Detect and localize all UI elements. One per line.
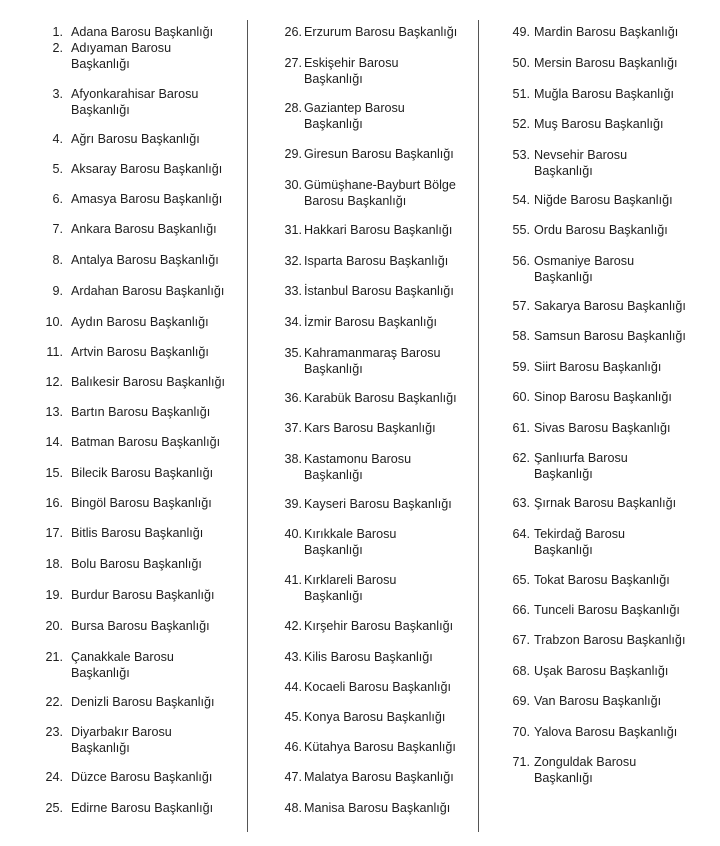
item-number: 56. <box>512 254 530 268</box>
item-text: Gaziantep Barosu <box>304 101 405 115</box>
item-text: Erzurum Barosu Başkanlığı <box>304 25 458 39</box>
item-text: Kırklareli Barosu <box>304 573 397 587</box>
item-text: Şırnak Barosu Başkanlığı <box>534 496 677 510</box>
item-number: 66. <box>512 603 530 617</box>
item-number: 70. <box>512 725 530 739</box>
item-text: Barosu Başkanlığı <box>304 193 407 208</box>
item-number: 58. <box>512 329 530 343</box>
item-number: 9. <box>52 284 63 298</box>
item-text: Trabzon Barosu Başkanlığı <box>534 633 686 647</box>
item-number: 42. <box>284 619 302 633</box>
list-item <box>0 87 198 118</box>
list-item <box>256 527 396 558</box>
list-item <box>486 633 685 649</box>
list-item <box>0 192 222 208</box>
item-text: Muş Barosu Başkanlığı <box>534 117 664 131</box>
list-item <box>0 526 203 542</box>
item-text: Çanakkale Barosu <box>71 650 174 664</box>
item-text: Başkanlığı <box>304 116 363 131</box>
list-item <box>0 650 174 681</box>
item-text: Nevsehir Barosu <box>534 148 628 162</box>
item-number: 15. <box>45 466 63 480</box>
item-text: Başkanlığı <box>71 740 130 755</box>
list-item <box>486 25 678 41</box>
item-text: Kocaeli Barosu Başkanlığı <box>304 680 452 694</box>
item-text: Bitlis Barosu Başkanlığı <box>71 526 204 540</box>
list-item <box>256 573 396 604</box>
list-item <box>256 497 452 513</box>
item-text: Osmaniye Barosu <box>534 254 635 268</box>
list-item <box>256 101 405 132</box>
item-number: 48. <box>284 801 302 815</box>
list-item <box>0 25 213 41</box>
item-number: 57. <box>512 299 530 313</box>
list-item <box>486 360 661 376</box>
item-text: Karabük Barosu Başkanlığı <box>304 391 457 405</box>
item-text: Ardahan Barosu Başkanlığı <box>71 284 225 298</box>
item-number: 7. <box>52 222 63 236</box>
item-text: Sakarya Barosu Başkanlığı <box>534 299 686 313</box>
item-number: 69. <box>512 694 530 708</box>
list-item <box>256 223 452 239</box>
item-text: Amasya Barosu Başkanlığı <box>71 192 223 206</box>
list-item <box>0 619 210 635</box>
item-text: Başkanlığı <box>304 467 363 482</box>
item-text: Kahramanmaraş Barosu <box>304 346 441 360</box>
list-item <box>486 254 634 285</box>
item-number: 24. <box>45 770 63 784</box>
item-number: 39. <box>284 497 302 511</box>
list-item <box>0 345 209 361</box>
item-text: Isparta Barosu Başkanlığı <box>304 254 449 268</box>
item-number: 20. <box>45 619 63 633</box>
list-item <box>486 56 678 72</box>
list-item <box>0 253 219 269</box>
list-item <box>0 375 225 391</box>
item-number: 27. <box>284 56 302 70</box>
item-text: Başkanlığı <box>71 665 130 680</box>
item-number: 8. <box>52 253 63 267</box>
list-item <box>486 117 664 133</box>
item-number: 63. <box>512 496 530 510</box>
list-item <box>0 496 212 512</box>
item-number: 11. <box>46 345 63 359</box>
item-number: 33. <box>284 284 302 298</box>
list-item <box>486 725 677 741</box>
item-text: Zonguldak Barosu <box>534 755 637 769</box>
list-item <box>256 650 433 666</box>
list-item <box>0 222 217 238</box>
item-text: Başkanlığı <box>534 770 593 785</box>
item-number: 5. <box>52 162 63 176</box>
item-text: Malatya Barosu Başkanlığı <box>304 770 454 784</box>
item-text: Başkanlığı <box>534 163 593 178</box>
list-item <box>486 299 686 315</box>
item-number: 12. <box>45 375 63 389</box>
item-number: 67. <box>512 633 530 647</box>
item-number: 14. <box>45 435 63 449</box>
item-number: 18. <box>45 557 63 571</box>
item-number: 41. <box>284 573 302 587</box>
item-number: 60. <box>512 390 530 404</box>
list-item <box>256 801 450 817</box>
item-text: Niğde Barosu Başkanlığı <box>534 193 673 207</box>
list-item <box>0 132 200 148</box>
list-item <box>256 391 457 407</box>
item-text: Bursa Barosu Başkanlığı <box>71 619 210 633</box>
item-number: 17. <box>45 526 63 540</box>
item-number: 46. <box>284 740 302 754</box>
item-text: Kırıkkale Barosu <box>304 527 397 541</box>
list-item <box>0 801 213 817</box>
item-text: Antalya Barosu Başkanlığı <box>71 253 219 267</box>
item-text: Uşak Barosu Başkanlığı <box>534 664 669 678</box>
item-text: Başkanlığı <box>304 542 363 557</box>
item-number: 21. <box>45 650 63 664</box>
item-text: Şanlıurfa Barosu <box>534 451 628 465</box>
item-text: Siirt Barosu Başkanlığı <box>534 360 662 374</box>
item-number: 55. <box>512 223 530 237</box>
item-number: 29. <box>284 147 302 161</box>
list-item <box>0 162 222 178</box>
item-number: 34. <box>284 315 302 329</box>
item-text: Sivas Barosu Başkanlığı <box>534 421 671 435</box>
item-number: 28. <box>284 101 302 115</box>
item-text: Gümüşhane-Bayburt Bölge <box>304 178 456 192</box>
list-item <box>486 390 672 406</box>
item-number: 62. <box>512 451 530 465</box>
item-number: 25. <box>45 801 63 815</box>
list-item <box>0 315 209 331</box>
item-text: Afyonkarahisar Barosu <box>71 87 199 101</box>
item-text: Aksaray Barosu Başkanlığı <box>71 162 223 176</box>
item-number: 36. <box>284 391 302 405</box>
item-text: Tunceli Barosu Başkanlığı <box>534 603 680 617</box>
item-text: Batman Barosu Başkanlığı <box>71 435 221 449</box>
item-text: Muğla Barosu Başkanlığı <box>534 87 675 101</box>
item-text: Giresun Barosu Başkanlığı <box>304 147 454 161</box>
item-text: Başkanlığı <box>71 56 130 71</box>
item-text: Eskişehir Barosu <box>304 56 399 70</box>
item-number: 16. <box>45 496 63 510</box>
item-number: 4. <box>52 132 63 146</box>
item-text: Kütahya Barosu Başkanlığı <box>304 740 456 754</box>
list-item <box>486 527 625 558</box>
item-number: 37. <box>284 421 302 435</box>
list-item <box>256 315 437 331</box>
item-number: 23. <box>45 725 63 739</box>
item-text: Denizli Barosu Başkanlığı <box>71 695 215 709</box>
item-number: 26. <box>284 25 302 39</box>
list-item <box>486 451 628 482</box>
item-text: Sinop Barosu Başkanlığı <box>534 390 672 404</box>
item-number: 61. <box>512 421 530 435</box>
item-number: 50. <box>512 56 530 70</box>
item-text: İstanbul Barosu Başkanlığı <box>304 284 454 298</box>
list-item <box>0 405 210 421</box>
item-text: Kilis Barosu Başkanlığı <box>304 650 433 664</box>
column-divider-2 <box>478 20 479 832</box>
list-item <box>486 148 627 179</box>
list-item <box>486 496 676 512</box>
item-number: 49. <box>512 25 530 39</box>
item-number: 2. <box>52 41 63 55</box>
item-text: Ağrı Barosu Başkanlığı <box>71 132 200 146</box>
item-text: Manisa Barosu Başkanlığı <box>304 801 451 815</box>
item-text: Bartın Barosu Başkanlığı <box>71 405 211 419</box>
item-text: Bilecik Barosu Başkanlığı <box>71 466 214 480</box>
list-item <box>256 680 451 696</box>
list-item <box>256 284 454 300</box>
list-item <box>0 557 202 573</box>
list-item <box>486 421 671 437</box>
item-text: Mersin Barosu Başkanlığı <box>534 56 678 70</box>
item-number: 54. <box>512 193 530 207</box>
item-number: 64. <box>512 527 530 541</box>
item-text: Başkanlığı <box>534 542 593 557</box>
item-text: Diyarbakır Barosu <box>71 725 172 739</box>
list-item <box>256 740 456 756</box>
list-item <box>486 193 673 209</box>
item-number: 51. <box>512 87 530 101</box>
item-number: 47. <box>284 770 302 784</box>
item-text: Kars Barosu Başkanlığı <box>304 421 436 435</box>
item-text: Samsun Barosu Başkanlığı <box>534 329 686 343</box>
item-number: 44. <box>284 680 302 694</box>
list-item <box>256 56 399 87</box>
item-text: Düzce Barosu Başkanlığı <box>71 770 213 784</box>
list-item <box>256 178 456 209</box>
item-number: 53. <box>512 148 530 162</box>
list-item <box>0 695 215 711</box>
item-text: İzmir Barosu Başkanlığı <box>304 315 437 329</box>
list-item <box>0 41 171 72</box>
item-text: Ordu Barosu Başkanlığı <box>534 223 668 237</box>
list-item <box>256 452 411 483</box>
item-number: 6. <box>52 192 63 206</box>
item-text: Van Barosu Başkanlığı <box>534 694 662 708</box>
item-number: 68. <box>512 664 530 678</box>
item-text: Artvin Barosu Başkanlığı <box>71 345 209 359</box>
item-number: 3. <box>52 87 63 101</box>
list-item <box>486 664 668 680</box>
item-number: 45. <box>284 710 302 724</box>
item-text: Kırşehir Barosu Başkanlığı <box>304 619 454 633</box>
list-item <box>256 25 457 41</box>
item-text: Mardin Barosu Başkanlığı <box>534 25 679 39</box>
item-text: Burdur Barosu Başkanlığı <box>71 588 215 602</box>
item-number: 13. <box>45 405 63 419</box>
list-item <box>256 619 453 635</box>
list-item <box>0 466 213 482</box>
item-text: Kayseri Barosu Başkanlığı <box>304 497 452 511</box>
item-text: Adana Barosu Başkanlığı <box>71 25 214 39</box>
item-number: 59. <box>512 360 530 374</box>
item-text: Başkanlığı <box>304 361 363 376</box>
item-text: Tekirdağ Barosu <box>534 527 626 541</box>
item-number: 43. <box>284 650 302 664</box>
item-text: Edirne Barosu Başkanlığı <box>71 801 214 815</box>
item-text: Ankara Barosu Başkanlığı <box>71 222 217 236</box>
item-text: Tokat Barosu Başkanlığı <box>534 573 670 587</box>
list-item <box>256 346 441 377</box>
list-item <box>486 573 670 589</box>
list-item <box>0 284 224 300</box>
item-text: Kastamonu Barosu <box>304 452 412 466</box>
list-item <box>256 421 436 437</box>
list-item <box>0 588 215 604</box>
item-text: Hakkari Barosu Başkanlığı <box>304 223 453 237</box>
item-number: 52. <box>512 117 530 131</box>
list-item <box>486 603 680 619</box>
item-text: Bingöl Barosu Başkanlığı <box>71 496 212 510</box>
item-number: 65. <box>512 573 530 587</box>
item-text: Başkanlığı <box>534 466 593 481</box>
item-text: Adıyaman Barosu <box>71 41 172 55</box>
list-item <box>256 254 448 270</box>
item-number: 71. <box>512 755 530 769</box>
item-number: 19. <box>45 588 63 602</box>
item-text: Konya Barosu Başkanlığı <box>304 710 446 724</box>
list-item <box>256 770 454 786</box>
list-item <box>486 329 686 345</box>
item-text: Aydın Barosu Başkanlığı <box>71 315 209 329</box>
list-item <box>486 223 668 239</box>
item-number: 30. <box>284 178 302 192</box>
list-item <box>486 755 636 786</box>
list-item <box>486 694 661 710</box>
list-item <box>486 87 674 103</box>
list-item <box>0 435 220 451</box>
item-text: Yalova Barosu Başkanlığı <box>534 725 678 739</box>
item-number: 35. <box>284 346 302 360</box>
list-item <box>0 770 212 786</box>
item-number: 1. <box>52 25 63 39</box>
item-text: Başkanlığı <box>304 588 363 603</box>
item-number: 10. <box>45 315 63 329</box>
item-text: Başkanlığı <box>304 71 363 86</box>
item-number: 38. <box>284 452 302 466</box>
item-text: Balıkesir Barosu Başkanlığı <box>71 375 225 389</box>
item-number: 31. <box>284 223 302 237</box>
item-text: Başkanlığı <box>534 269 593 284</box>
list-item <box>256 147 454 163</box>
item-text: Bolu Barosu Başkanlığı <box>71 557 202 571</box>
item-number: 40. <box>284 527 302 541</box>
list-item <box>256 710 445 726</box>
column-divider-1 <box>247 20 248 832</box>
item-number: 32. <box>284 254 302 268</box>
list-item <box>0 725 172 756</box>
item-text: Başkanlığı <box>71 102 130 117</box>
item-number: 22. <box>45 695 63 709</box>
